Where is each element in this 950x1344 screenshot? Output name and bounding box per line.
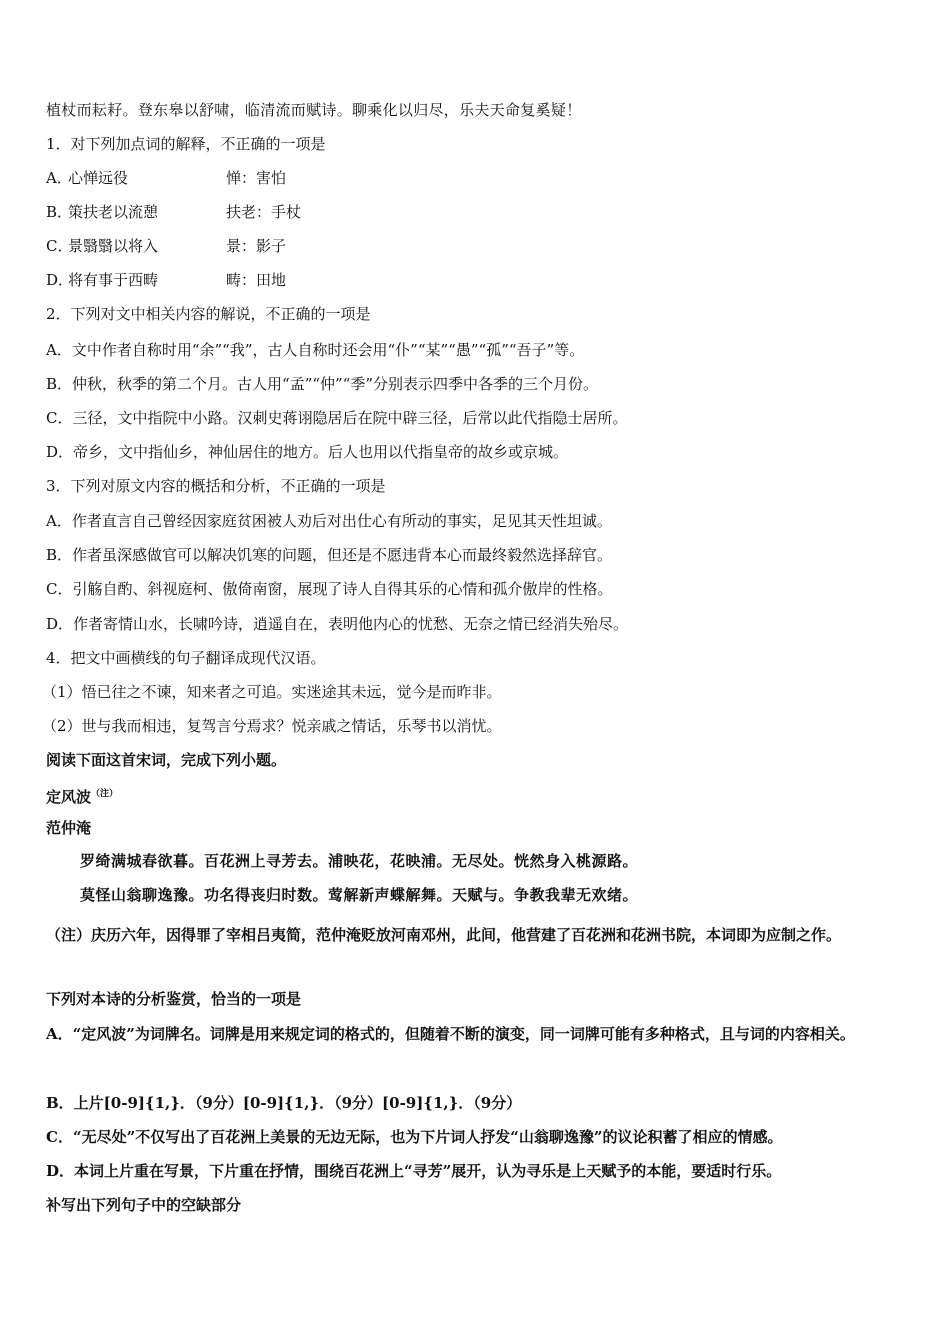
q3-option-a: A．作者直言自己曾经因家庭贫困被人劝后对出仕心有所动的事实，足见其天性坦诚。 <box>46 512 612 530</box>
poem-author: 范仲淹 <box>46 819 92 837</box>
option-gloss: 扶老：手杖 <box>226 203 302 221</box>
q3-stem: 3．下列对原文内容的概括和分析，不正确的一项是 <box>46 477 386 495</box>
q5-option-a: A．“定风波”为词牌名。词牌是用来规定词的格式的，但随着不断的演变，同一词牌可能有多种格式，且与词的内容相关。 <box>46 1025 855 1043</box>
q4-item-2: （2）世与我而相违，复驾言兮焉求？悦亲戚之情话，乐琴书以消忧。 <box>42 717 502 735</box>
option-text: 景翳翳以将入 <box>68 237 159 255</box>
q1-option-d <box>46 270 286 290</box>
passage-end: 植杖而耘耔。登东皋以舒啸，临清流而赋诗。聊乘化以归尽，乐夫天命复奚疑！ <box>46 101 582 119</box>
q2-stem: 2．下列对文中相关内容的解说，不正确的一项是 <box>46 305 371 323</box>
q4-item-1: （1）悟已往之不谏，知来者之可追。实迷途其未远，觉今是而昨非。 <box>42 683 502 701</box>
q4-stem: 4．把文中画横线的句子翻译成现代汉语。 <box>46 649 326 667</box>
poem-line-1: 罗绮满城春欲暮。百花洲上寻芳去。浦映花，花映浦。无尽处。恍然身入桃源路。 <box>80 852 639 870</box>
poem-title-text: 定风波 <box>46 788 92 806</box>
q3-option-c: C．引觞自酌、斜视庭柯、傲倚南窗，展现了诗人自得其乐的心情和孤介傲岸的性格。 <box>46 580 613 598</box>
option-gloss: 惮：害怕 <box>226 169 287 187</box>
q5-option-d: D．本词上片重在写景，下片重在抒情，围绕百花洲上“寻芳”展开，认为寻乐是上天赋予的本能，要适时行乐。 <box>46 1162 782 1180</box>
q1-option-b <box>46 202 301 222</box>
q3-option-d: D．作者寄情山水，长啸吟诗，逍遥自在，表明他内心的忧愁、无奈之情已经消失殆尽。 <box>46 615 629 633</box>
q1-option-a <box>46 168 286 188</box>
option-text: 将有事于西畴 <box>68 271 159 289</box>
option-gloss: 景：影子 <box>226 237 287 255</box>
poem-instruction: 阅读下面这首宋词，完成下列小题。 <box>46 751 287 769</box>
q5-option-c: C．“无尽处”不仅写出了百花洲上美景的无边无际，也为下片词人抒发“山翁聊逸豫”的议论积蓄了相应的情感。 <box>46 1128 783 1146</box>
poem-title <box>46 784 118 807</box>
q2-option-b: B．仲秋，秋季的第二个月。古人用“孟”“仲”“季”分别表示四季中各季的三个月份。 <box>46 375 599 393</box>
q5-option-b: B．上片[0-9]{1,}．（9分）[0-9]{1,}．（9分）[0-9]{1,}．（9分） <box>46 1094 522 1112</box>
q5-stem: 下列对本诗的分析鉴赏，恰当的一项是 <box>46 990 302 1008</box>
poem-line-2: 莫怪山翁聊逸豫。功名得丧归时数。莺解新声蝶解舞。天赋与。争教我辈无欢绪。 <box>80 886 639 904</box>
option-text: 策扶老以流憩 <box>68 203 159 221</box>
option-label: C． <box>46 237 73 255</box>
q2-option-c: C．三径，文中指院中小路。汉刺史蒋诩隐居后在院中辟三径，后常以此代指隐士居所。 <box>46 409 628 427</box>
poem-footnote: （注）庆历六年，因得罪了宰相吕夷简，范仲淹贬放河南邓州，此间，他营建了百花洲和花洲书院，本词即为应制之作。 <box>46 926 842 944</box>
q6-stem: 补写出下列句子中的空缺部分 <box>46 1196 242 1214</box>
option-gloss: 畴：田地 <box>226 271 287 289</box>
option-label: B． <box>46 203 73 221</box>
option-text: 心惮远役 <box>68 169 129 187</box>
option-label: A． <box>46 169 72 187</box>
option-label: D． <box>46 271 74 289</box>
q2-option-a: A．文中作者自称时用“余”“我”，古人自称时还会用“仆”“某”“愚”“孤”“吾子”等。 <box>46 341 585 359</box>
q1-option-c <box>46 236 286 256</box>
q1-stem: 1．对下列加点词的解释，不正确的一项是 <box>46 135 326 153</box>
q3-option-b: B．作者虽深感做官可以解决饥寒的问题，但还是不愿违背本心而最终毅然选择辞官。 <box>46 546 613 564</box>
q2-option-d: D．帝乡，文中指仙乡，神仙居住的地方。后人也用以代指皇帝的故乡或京城。 <box>46 443 569 461</box>
poem-title-note: （注） <box>91 789 119 799</box>
